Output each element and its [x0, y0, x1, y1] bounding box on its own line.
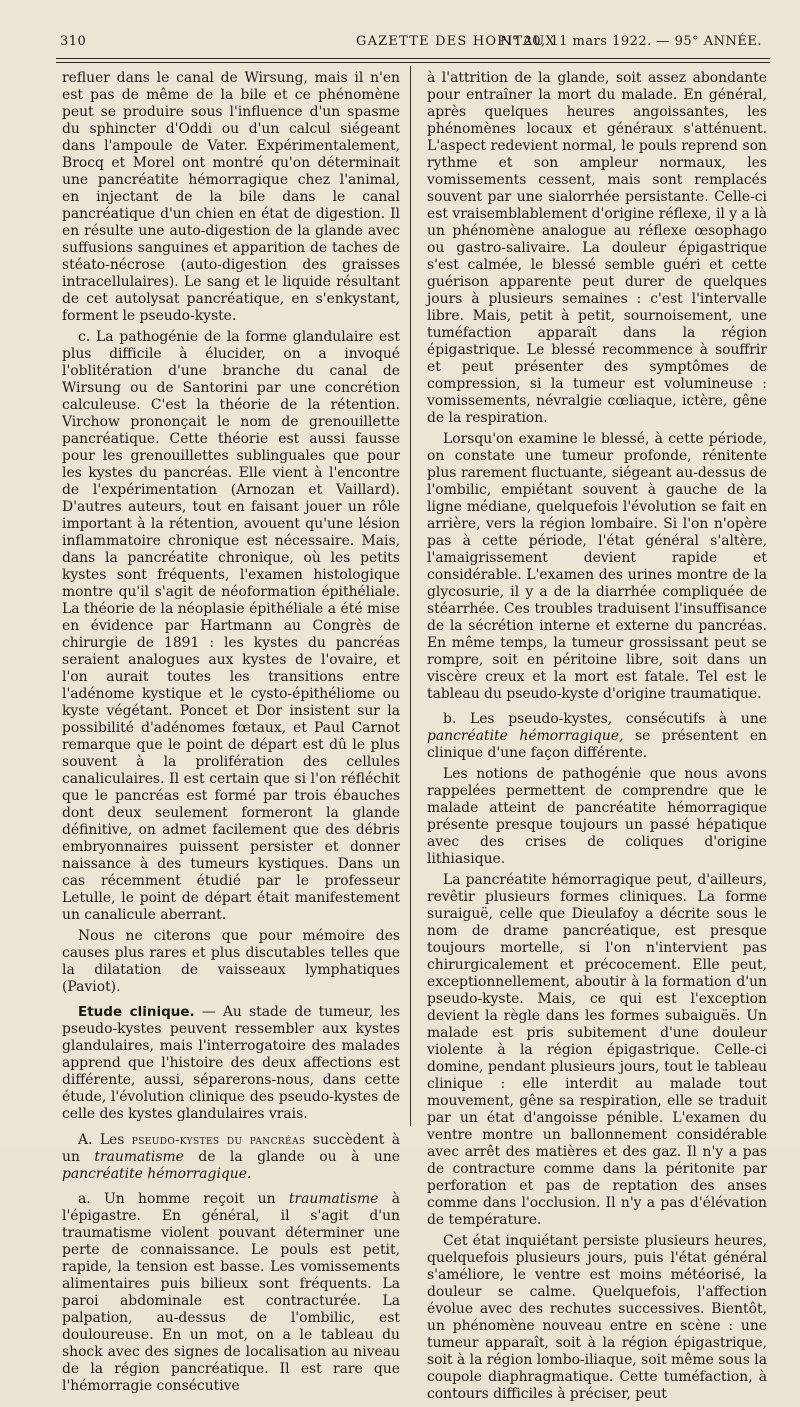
text-run: succèdent à un	[62, 1132, 400, 1165]
text-run: de la glande ou à une	[183, 1149, 400, 1165]
column-divider	[410, 66, 411, 1126]
text-run: à l'épigastre. En général, il s'agit d'un traumatisme violent pouvant déterminer une perte de connaissance. Le pouls est petit, rapide, la tension est basse. Les vomissements alimentaires puis bilieux sont fréquents. La paroi abdominale est contracturée. La palpation, au-dessus de l'ombilic, est douloureuse. En un mot, on a le tableau du shock avec des signes de localisation au niveau de la région pancréatique. Il est rare que l'hémorragie consécutive	[62, 1191, 400, 1394]
text-run: a. Un homme reçoit un	[78, 1191, 289, 1207]
right-column	[427, 70, 767, 1407]
paragraph-text: — Au stade de tumeur, les pseudo-kystes peuvent ressembler aux kystes glandulaires, mais l'interrogatoire des malades apprend que l'histoire des deux affections est différente, aussi, séparerons-nous, dans cette étude, l'évolution clinique des pseudo-kystes de celle des kystes glandulaires vrais.	[62, 1004, 400, 1122]
paragraph-clinical-study	[62, 1004, 400, 1123]
paragraph: Lorsqu'on examine le blessé, à cette période, on constate une tumeur profonde, rénitente plus rarement fluctuante, siégeant au-dessus de l'ombilic, empiétant souvent à gauche de la ligne médiane, quelquefois l'évolution se fait en arrière, vers la région lombaire. Si l'on n'opère pas à cette période, l'état général s'altère, l'amaigrissement devient rapide et considérable. L'examen des urines montre de la glycosurie, il y a de la diarrhée compliquée de stéarrhée. Ces troubles traduisent l'insuffisance de la sécrétion interne et externe du pancréas. En même temps, la tumeur grossissant peut se rompre, soit en péritoine libre, soit dans un viscère creux et la mort est fatale. Tel est le tableau du pseudo-kyste d'origine traumatique.	[427, 431, 767, 702]
italic-text: traumatisme	[94, 1149, 184, 1165]
journal-title: GAZETTE DES HOPITAUX	[356, 34, 556, 49]
paragraph: refluer dans le canal de Wirsung, mais il n'en est pas de même de la bile et ce phénomène peut se produire sous l'influence d'un spasme du sphincter d'Oddi ou d'un calcul siégeant dans l'ampoule de Vater. Expérimentalement, Brocq et Morel ont montré qu'on déterminait une pancréatite hémorragique chez l'animal, en injectant de la bile dans le canal pancréatique d'un chien en état de digestion. Il en résulte une auto-digestion de la glande avec suffusions sanguines et apparition de taches de stéato-nécrose (auto-digestion des graisses intracellulaires). Le sang et le liquide résultant de cet autolysat pancréatique, en s'enkystant, forment le pseudo-kyste.	[62, 70, 400, 324]
paragraph: à l'attrition de la glande, soit assez abondante pour entraîner la mort du malade. En général, après quelques heures angoissantes, les phénomènes locaux et généraux s'atténuent. L'aspect redevient normal, le pouls reprend son rythme et son ampleur normaux, les vomissements cessent, mais sont remplacés souvent par une sialorrhée persistante. Celle-ci est vraisemblablement d'origine réflexe, il y a là un phénomène analogue au réflexe œsophago ou gastro-salivaire. La douleur épigastrique s'est calmée, le blessé semble guéri et cette guérison apparente peut durer de quelques jours à plusieurs semaines : c'est l'intervalle libre. Mais, petit à petit, sournoisement, une tuméfaction apparaît dans la région épigastrique. Le blessé recommence à souffrir et peut présenter des symptômes de compression, si la tumeur est volumineuse : vomissements, névralgie cœliaque, ictère, gêne de la respiration.	[427, 70, 767, 426]
paragraph: Cet état inquiétant persiste plusieurs heures, quelquefois plusieurs jours, puis l'état général s'améliore, le ventre est moins météorisé, la douleur se calme. Quelquefois, l'affection évolue avec des rechutes successives. Bientôt, un phénomène nouveau entre en scène : une tumeur apparaît, soit à la région épigastrique, soit à la région lombo-iliaque, soit même sous la coupole diaphragmatique. Cette tuméfaction, à contours difficiles à préciser, peut	[427, 1233, 767, 1402]
italic-text: traumatisme	[288, 1191, 379, 1207]
header-rule	[56, 58, 770, 63]
paragraph-subsection-a	[62, 1131, 400, 1183]
paragraph-case-b	[427, 711, 767, 762]
paragraph: c. La pathogénie de la forme glandulaire est plus difficile à élucider, on a invoqué l'oblitération d'une branche du canal de Wirsung ou de Santorini par une concrétion calculeuse. C'est la théorie de la rétention. Virchow prononçait le nom de grenouillette pancréatique. Cette théorie est aussi fausse pour les grenouillettes sublinguales que pour les kystes du pancréas. Elle vient à l'encontre de l'expérimentation (Arnozan et Vaillard). D'autres auteurs, tout en faisant jouer un rôle important à la rétention, avouent qu'une lésion inflammatoire chronique est nécessaire. Mais, dans la pancréatite chronique, où les petits kystes sont fréquents, l'examen histologique montre qu'il s'agit de néoformation épithéliale. La théorie de la néoplasie épithéliale a été mise en évidence par Hartmann au Congrès de chirurgie de 1891 : les kystes du pancréas seraient analogues aux kystes de l'ovaire, et l'on aurait toutes les transitions entre l'adénome kystique et le cysto-épithéliome ou kyste végétant. Poncet et Dor insistent sur la possibilité d'adénomes fœtaux, et Paul Carnot remarque que le point de départ est dû le plus souvent à la prolifération des cellules canaliculaires. Il est certain que si l'on réfléchit que le pancréas est formé par trois ébauches dont deux seulement formeront la glande définitive, on admet facilement que des débris embryonnaires puissent persister et donner naissance à des tumeurs kystiques. Dans un cas récemment étudié par le professeur Letulle, le point de départ était manifestement un canalicule aberrant.	[62, 329, 400, 923]
italic-text: pancréatite hémorragique.	[62, 1166, 252, 1182]
page-header	[56, 22, 770, 52]
page-number: 310	[60, 34, 87, 49]
text-run: se présentent en clinique d'une façon différente.	[427, 728, 767, 761]
section-heading: Etude clinique.	[78, 1004, 195, 1020]
paragraph: La pancréatite hémorragique peut, d'ailleurs, revêtir plusieurs formes cliniques. La forme suraiguë, celle que Dieulafoy a décrite sous le nom de drame pancréatique, est presque toujours mortelle, si l'on n'intervient pas chirurgicalement et précocement. Elle peut, exceptionnellement, aboutir à la formation d'un pseudo-kyste. Mais, ce qui est l'exception devient la règle dans les formes subaiguës. Un malade est pris subitement d'une douleur violente à la région épigastrique. Celle-ci domine, pendant plusieurs jours, tout le tableau clinique : elle interdit au malade tout mouvement, gêne sa respiration, elle se traduit par un état d'angoisse pénible. L'examen du ventre montre un ballonnement considérable avec arrêt des matières et des gaz. Il n'y a pas de contracture comme dans la péritonite par perforation et pas de reptation des anses comme dans l'occlusion. Il n'y a pas d'élévation de température.	[427, 872, 767, 1228]
text-run: b. Les pseudo-kystes, consécutifs à une	[443, 711, 767, 727]
left-column	[62, 70, 400, 1399]
paragraph: Nous ne citerons que pour mémoire des causes plus rares et plus discutables telles que la dilatation de vaisseaux lymphatiques (Paviot).	[62, 928, 400, 995]
paragraph-case-a	[62, 1191, 400, 1395]
paragraph: Les notions de pathogénie que nous avons rappelées permettent de comprendre que le malade atteint de pancréatite hémorragique présente presque toujours un passé hépatique avec des crises de coliques d'origine lithiasique.	[427, 766, 767, 867]
small-caps-text: pseudo-kystes du pancréas	[131, 1132, 306, 1147]
italic-text: pancréatite hémorragique,	[427, 728, 624, 744]
text-run: A. Les	[78, 1132, 132, 1148]
issue-info: N° 20, 11 mars 1922. — 95° ANNÉE.	[500, 34, 762, 49]
